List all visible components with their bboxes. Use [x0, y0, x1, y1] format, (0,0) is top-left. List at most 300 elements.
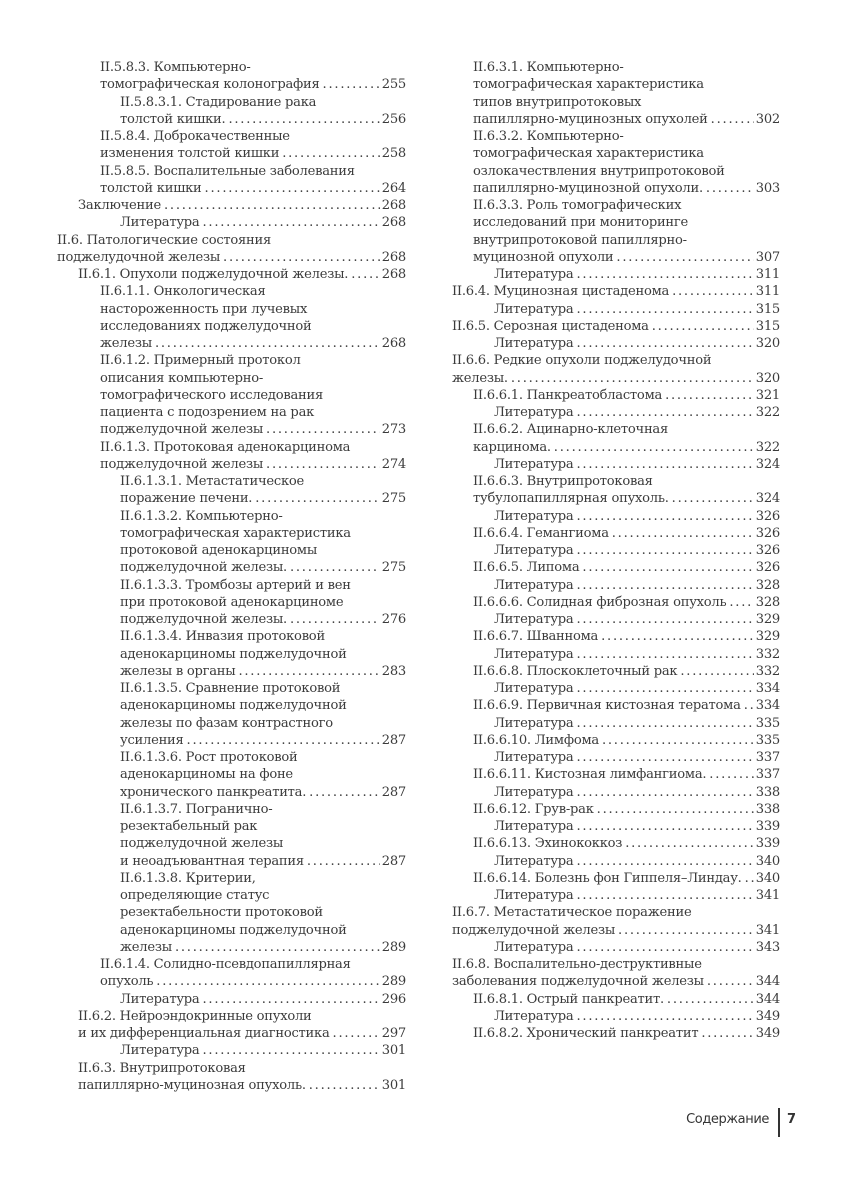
toc-entry-text: томографического исследования — [100, 387, 323, 403]
toc-entry[interactable] — [452, 611, 780, 628]
toc-page-number: 283 — [381, 663, 406, 679]
dot-leader — [576, 818, 753, 835]
toc-entry-text: II.6.6.8. Плоскоклеточный рак — [473, 663, 678, 679]
toc-entry[interactable] — [452, 128, 780, 197]
toc-entry-line — [452, 956, 780, 973]
toc-entry[interactable] — [452, 870, 780, 887]
toc-entry[interactable] — [452, 283, 780, 300]
toc-page-number: 322 — [755, 439, 780, 455]
toc-entry-text: и их дифференциальная диагностика — [78, 1026, 330, 1041]
toc-page-number: 301 — [381, 1077, 406, 1093]
dot-leader — [576, 508, 753, 525]
toc-entry-text: Литература — [494, 681, 574, 696]
toc-page-number: 326 — [755, 543, 780, 558]
toc-page-number: 301 — [381, 1043, 406, 1059]
toc-entry-text: Литература — [494, 750, 574, 765]
toc-entry[interactable] — [57, 749, 406, 801]
toc-page-number: 256 — [381, 111, 406, 127]
toc-page-number: 344 — [755, 974, 780, 990]
toc-page-number: 322 — [755, 405, 780, 420]
toc-entry-line — [57, 249, 406, 266]
toc-entry-line — [452, 904, 780, 921]
toc-entry-line — [120, 663, 406, 680]
toc-entry-line — [473, 59, 780, 76]
toc-entry-line — [494, 680, 780, 697]
toc-entry-line — [57, 232, 406, 249]
toc-entry[interactable] — [57, 628, 406, 680]
toc-entry-line — [120, 784, 406, 801]
toc-entry[interactable] — [452, 456, 780, 473]
toc-entry[interactable] — [452, 59, 780, 128]
toc-entry[interactable] — [57, 680, 406, 749]
toc-entry-text: II.6.3. Внутрипротоковая — [78, 1060, 246, 1076]
toc-entry-line — [78, 1008, 406, 1025]
dot-leader — [706, 180, 754, 197]
toc-entry-text: Литература — [494, 784, 574, 800]
toc-entry[interactable] — [452, 577, 780, 594]
toc-entry[interactable] — [452, 197, 780, 266]
toc-entry[interactable] — [452, 680, 780, 697]
toc-entry-line — [120, 473, 406, 490]
toc-entry[interactable] — [452, 628, 780, 645]
toc-entry-line — [473, 663, 780, 680]
toc-entry[interactable] — [57, 128, 406, 163]
toc-page-number: 334 — [755, 681, 780, 696]
toc-entry-line — [452, 318, 780, 335]
toc-entry-line — [100, 180, 406, 197]
toc-entry-line — [473, 835, 780, 852]
toc-left-column — [57, 59, 406, 1094]
toc-page-number: 315 — [755, 301, 780, 317]
toc-entry-text: Заключение — [78, 198, 161, 213]
toc-entry-text: аденокарциномы на фоне — [120, 767, 293, 783]
toc-entry[interactable] — [452, 542, 780, 559]
toc-entry-line — [494, 404, 780, 421]
toc-entry[interactable] — [452, 387, 780, 404]
dot-leader — [576, 646, 753, 663]
toc-page-number: 332 — [755, 646, 780, 662]
toc-entry-text: II.5.8.3.1. Стадирование рака — [120, 94, 317, 110]
toc-entry-line — [78, 1077, 406, 1094]
toc-entry-line — [452, 973, 780, 990]
toc-entry-text: пациента с подозрением на рак — [100, 405, 315, 420]
toc-entry-line — [473, 387, 780, 404]
toc-entry-text: железы — [120, 939, 172, 955]
toc-entry-text: опухоль — [100, 974, 154, 990]
toc-entry-line — [494, 939, 780, 956]
toc-entry[interactable] — [452, 715, 780, 732]
dot-leader — [576, 266, 753, 283]
toc-entry[interactable] — [452, 1008, 780, 1025]
dot-leader — [576, 456, 753, 473]
toc-entry-text: II.6.6.2. Ацинарно-клеточная — [473, 422, 668, 438]
toc-entry-line — [473, 145, 780, 162]
toc-entry[interactable] — [452, 473, 780, 508]
toc-entry-text: резектабельности протоковой — [120, 905, 323, 921]
toc-entry[interactable] — [452, 749, 780, 766]
toc-entry-text: поджелудочной железы — [100, 422, 264, 438]
toc-entry-text: II.5.8.5. Воспалительные заболевания — [100, 163, 355, 179]
toc-entry-line — [120, 904, 406, 921]
toc-entry[interactable] — [452, 697, 780, 714]
toc-entry-line — [100, 128, 406, 145]
dot-leader — [612, 525, 754, 542]
toc-page-number: 332 — [755, 663, 780, 679]
toc-entry[interactable] — [452, 352, 780, 387]
dot-leader — [164, 197, 380, 214]
toc-entry-line — [120, 853, 406, 870]
toc-page-number: 324 — [755, 456, 780, 472]
toc-entry-text: II.6.8. Воспалительно-деструктивные — [452, 957, 702, 972]
toc-entry-text: II.6.6.9. Первичная кистозная тератома — [473, 698, 741, 714]
toc-entry-line — [473, 697, 780, 714]
toc-page-number: 328 — [755, 594, 780, 610]
toc-entry-line — [120, 749, 406, 766]
toc-entry[interactable] — [57, 214, 406, 231]
toc-entry-line — [452, 352, 780, 369]
toc-entry-line — [120, 887, 406, 904]
toc-entry-line — [100, 404, 406, 421]
toc-entry-text: поджелудочной железы — [452, 922, 616, 938]
toc-entry[interactable] — [57, 197, 406, 214]
toc-page-number: 326 — [755, 525, 780, 541]
toc-entry-text: томографическая колонография — [100, 77, 320, 93]
toc-page-number: 340 — [755, 853, 780, 869]
dot-leader — [602, 732, 754, 749]
toc-entry-text: II.6.6.3. Внутрипротоковая — [473, 474, 653, 489]
toc-entry-line — [120, 680, 406, 697]
toc-entry-text: типов внутрипротоковых — [473, 94, 642, 110]
toc-entry[interactable] — [452, 525, 780, 542]
dot-leader — [672, 490, 754, 507]
toc-entry-text: Литература — [494, 819, 574, 834]
toc-entry-line — [473, 525, 780, 542]
toc-entry-line — [120, 922, 406, 939]
toc-entry-line — [494, 818, 780, 835]
toc-entry[interactable] — [452, 939, 780, 956]
toc-entry[interactable] — [452, 421, 780, 456]
toc-entry[interactable] — [452, 904, 780, 939]
toc-entry-text: II.6. Патологические состояния — [57, 232, 272, 248]
toc-entry-text: Литература — [494, 508, 574, 524]
toc-entry[interactable] — [57, 439, 406, 474]
toc-entry[interactable] — [452, 663, 780, 680]
toc-page-number: 268 — [381, 198, 406, 213]
dot-leader — [576, 301, 753, 318]
toc-entry-text: II.6.1. Опухоли поджелудочной железы. — [78, 267, 349, 282]
toc-entry[interactable] — [452, 559, 780, 576]
toc-entry-text: папиллярно-муцинозных опухолей — [473, 111, 708, 127]
toc-entry-line — [120, 525, 406, 542]
toc-entry-line — [494, 853, 780, 870]
toc-entry-text: II.6.6.5. Липома — [473, 560, 580, 576]
dot-leader — [576, 680, 753, 697]
toc-entry[interactable] — [57, 577, 406, 629]
toc-entry-line — [473, 76, 780, 93]
toc-entry-text: Литература — [494, 939, 574, 955]
toc-entry-line — [100, 456, 406, 473]
toc-entry[interactable] — [452, 1025, 780, 1042]
toc-entry[interactable] — [57, 1008, 406, 1043]
toc-page-number: 320 — [755, 370, 780, 386]
toc-page-number: 339 — [755, 819, 780, 834]
toc-entry[interactable] — [57, 59, 406, 94]
toc-entry-text: II.6.4. Муцинозная цистаденома — [452, 284, 670, 300]
toc-page-number: 337 — [755, 767, 780, 783]
toc-entry-line — [473, 766, 780, 783]
toc-entry[interactable] — [452, 853, 780, 870]
toc-entry-text: папиллярно-муцинозная опухоль. — [78, 1077, 306, 1093]
toc-entry-line — [473, 801, 780, 818]
toc-entry[interactable] — [452, 318, 780, 335]
toc-page-number: 307 — [755, 249, 780, 265]
toc-page-number: 268 — [381, 267, 406, 282]
toc-entry-text: II.6.6.6. Солидная фиброзная опухоль — [473, 594, 727, 610]
dot-leader — [202, 1042, 379, 1059]
toc-entry[interactable] — [57, 801, 406, 870]
toc-entry[interactable] — [57, 232, 406, 267]
toc-page-number: 315 — [755, 318, 780, 334]
dot-leader — [223, 249, 380, 266]
dot-leader — [667, 991, 754, 1008]
toc-entry-text: II.6.1.3.6. Рост протоковой — [120, 750, 298, 765]
toc-page-number: 320 — [755, 336, 780, 351]
toc-entry-line — [120, 559, 406, 576]
dot-leader — [618, 922, 754, 939]
toc-page-number: 341 — [755, 888, 780, 903]
toc-entry[interactable] — [57, 94, 406, 129]
toc-entry[interactable] — [452, 266, 780, 283]
toc-entry[interactable] — [452, 335, 780, 352]
toc-entry-text: Литература — [494, 543, 574, 558]
toc-entry-line — [100, 59, 406, 76]
toc-page-number: 287 — [381, 853, 406, 869]
toc-entry-text: II.6.1.3.3. Тромбозы артерий и вен — [120, 577, 351, 593]
toc-entry-text: Литература — [494, 888, 574, 903]
toc-entry-line — [473, 594, 780, 611]
dot-leader — [282, 145, 380, 162]
toc-entry[interactable] — [57, 266, 406, 283]
toc-entry[interactable] — [452, 766, 780, 783]
toc-entry-text: II.5.8.4. Доброкачественные — [100, 129, 290, 144]
toc-entry-text: II.6.1.3.1. Метастатическое — [120, 474, 305, 489]
dot-leader — [266, 421, 380, 438]
toc-entry-line — [473, 991, 780, 1008]
dot-leader — [711, 111, 754, 128]
toc-entry-line — [120, 646, 406, 663]
dot-leader — [309, 1077, 380, 1094]
dot-leader — [576, 939, 753, 956]
toc-entry-text: муцинозной опухоли — [473, 249, 614, 265]
toc-entry-text: при протоковой аденокарциноме — [120, 594, 344, 610]
toc-entry-line — [494, 784, 780, 801]
dot-leader — [729, 594, 753, 611]
dot-leader — [576, 853, 753, 870]
toc-entry-line — [100, 145, 406, 162]
toc-entry-text: Литература — [494, 715, 574, 731]
toc-entry-line — [494, 611, 780, 628]
toc-entry-line — [100, 956, 406, 973]
dot-leader — [205, 180, 380, 197]
toc-entry-line — [494, 1008, 780, 1025]
toc-entry-text: исследований при мониторинге — [473, 215, 689, 231]
toc-entry-line — [473, 197, 780, 214]
toc-entry-line — [494, 508, 780, 525]
toc-entry-text: описания компьютерно- — [100, 370, 264, 386]
dot-leader — [576, 887, 753, 904]
toc-entry-line — [494, 301, 780, 318]
toc-page-number: 302 — [755, 111, 780, 127]
toc-entry-line — [473, 439, 780, 456]
dot-leader — [707, 973, 754, 990]
toc-entry[interactable] — [452, 404, 780, 421]
toc-entry[interactable] — [452, 818, 780, 835]
toc-entry-text: толстой кишки. — [120, 111, 226, 127]
toc-entry[interactable] — [57, 352, 406, 438]
dot-leader — [255, 490, 380, 507]
toc-entry-line — [78, 1060, 406, 1077]
toc-entry-line — [120, 939, 406, 956]
dot-leader — [323, 76, 380, 93]
toc-entry-line — [494, 266, 780, 283]
dot-leader — [576, 542, 753, 559]
toc-entry-line — [78, 266, 406, 283]
toc-page-number: 275 — [381, 560, 406, 576]
toc-entry-text: томографическая характеристика — [120, 525, 351, 541]
toc-entry[interactable] — [452, 956, 780, 991]
toc-entry-line — [473, 94, 780, 111]
toc-entry[interactable] — [452, 646, 780, 663]
toc-entry-text: изменения толстой кишки — [100, 146, 280, 162]
dot-leader — [680, 663, 753, 680]
toc-entry-line — [473, 490, 780, 507]
toc-entry-line — [120, 94, 406, 111]
toc-page-number: 287 — [381, 732, 406, 748]
toc-entry-line — [452, 283, 780, 300]
toc-entry-line — [100, 439, 406, 456]
dot-leader — [238, 663, 379, 680]
toc-entry-text: Литература — [494, 577, 574, 593]
toc-entry-text: протоковой аденокарциномы — [120, 543, 318, 558]
toc-entry-text: хронического панкреатита. — [120, 784, 307, 800]
toc-entry-text: резектабельный рак — [120, 819, 258, 834]
toc-page-number: 303 — [755, 180, 780, 196]
toc-entry[interactable] — [452, 801, 780, 818]
toc-entry-line — [120, 594, 406, 611]
toc-entry[interactable] — [452, 301, 780, 318]
toc-entry-text: озлокачествления внутрипротоковой — [473, 163, 725, 179]
toc-entry[interactable] — [57, 1042, 406, 1059]
toc-entry[interactable] — [57, 1060, 406, 1095]
toc-entry-text: карцинома. — [473, 439, 551, 455]
toc-entry[interactable] — [452, 835, 780, 852]
toc-entry-text: поражение печени. — [120, 491, 253, 507]
toc-page-number: 334 — [755, 698, 780, 714]
toc-entry[interactable] — [57, 508, 406, 577]
toc-entry-line — [473, 128, 780, 145]
toc-entry[interactable] — [452, 784, 780, 801]
toc-entry-line — [120, 697, 406, 714]
dot-leader — [665, 387, 754, 404]
toc-page-number: 297 — [381, 1026, 406, 1041]
toc-entry-line — [120, 732, 406, 749]
dot-leader — [576, 611, 753, 628]
toc-entry-line — [120, 991, 406, 1008]
toc-entry[interactable] — [452, 594, 780, 611]
toc-entry-text: железы в органы — [120, 663, 236, 679]
toc-entry[interactable] — [57, 283, 406, 352]
toc-entry-text: железы — [100, 336, 152, 351]
dot-leader — [156, 973, 379, 990]
dot-leader — [576, 715, 753, 732]
toc-entry[interactable] — [452, 508, 780, 525]
toc-entry-text: II.6.1.1. Онкологическая — [100, 284, 266, 300]
toc-page-number: 289 — [381, 974, 406, 990]
toc-page-number: 311 — [755, 267, 780, 282]
dot-leader — [701, 1025, 753, 1042]
toc-entry-line — [120, 715, 406, 732]
toc-entry-text: Литература — [120, 215, 200, 231]
toc-entry-line — [494, 749, 780, 766]
toc-entry[interactable] — [57, 870, 406, 956]
toc-entry-text: II.6.6.11. Кистозная лимфангиома. — [473, 767, 707, 783]
toc-entry-line — [100, 76, 406, 93]
toc-entry[interactable] — [452, 991, 780, 1008]
toc-entry-line — [473, 559, 780, 576]
toc-entry[interactable] — [57, 991, 406, 1008]
toc-entry-text: II.6.1.3. Протоковая аденокарцинома — [100, 439, 351, 455]
dot-leader — [601, 628, 754, 645]
dot-leader — [307, 853, 380, 870]
toc-entry-line — [494, 715, 780, 732]
toc-entry[interactable] — [57, 956, 406, 991]
toc-entry[interactable] — [57, 163, 406, 198]
toc-entry-line — [100, 352, 406, 369]
toc-page-number: 341 — [755, 922, 780, 938]
toc-entry-line — [452, 922, 780, 939]
toc-entry[interactable] — [452, 887, 780, 904]
toc-entry-line — [473, 180, 780, 197]
running-footer-title: Содержание — [686, 1112, 769, 1127]
dot-leader — [616, 249, 753, 266]
dot-leader — [266, 456, 380, 473]
toc-entry-text: толстой кишки — [100, 180, 202, 196]
toc-entry-text: II.6.6.12. Грув-рак — [473, 801, 594, 817]
dot-leader — [597, 801, 754, 818]
toc-entry-line — [120, 542, 406, 559]
toc-entry-line — [100, 283, 406, 300]
toc-entry[interactable] — [452, 732, 780, 749]
toc-entry-line — [473, 214, 780, 231]
toc-page-number: 324 — [755, 491, 780, 507]
toc-entry-text: Литература — [494, 301, 574, 317]
dot-leader — [576, 577, 753, 594]
toc-entry-text: Литература — [494, 646, 574, 662]
toc-entry-line — [100, 301, 406, 318]
toc-page-number: 335 — [755, 732, 780, 748]
toc-entry-text: аденокарциномы поджелудочной — [120, 922, 347, 938]
toc-entry-line — [100, 421, 406, 438]
toc-entry-line — [120, 818, 406, 835]
toc-page-number: 258 — [381, 146, 406, 162]
toc-entry-text: настороженность при лучевых — [100, 301, 308, 317]
toc-page-number: 326 — [755, 560, 780, 576]
toc-entry-line — [100, 335, 406, 352]
toc-entry-text: II.6.8.2. Хронический панкреатит — [473, 1026, 699, 1041]
toc-entry-line — [473, 870, 780, 887]
toc-entry[interactable] — [57, 473, 406, 508]
toc-page-number: 329 — [755, 612, 780, 627]
